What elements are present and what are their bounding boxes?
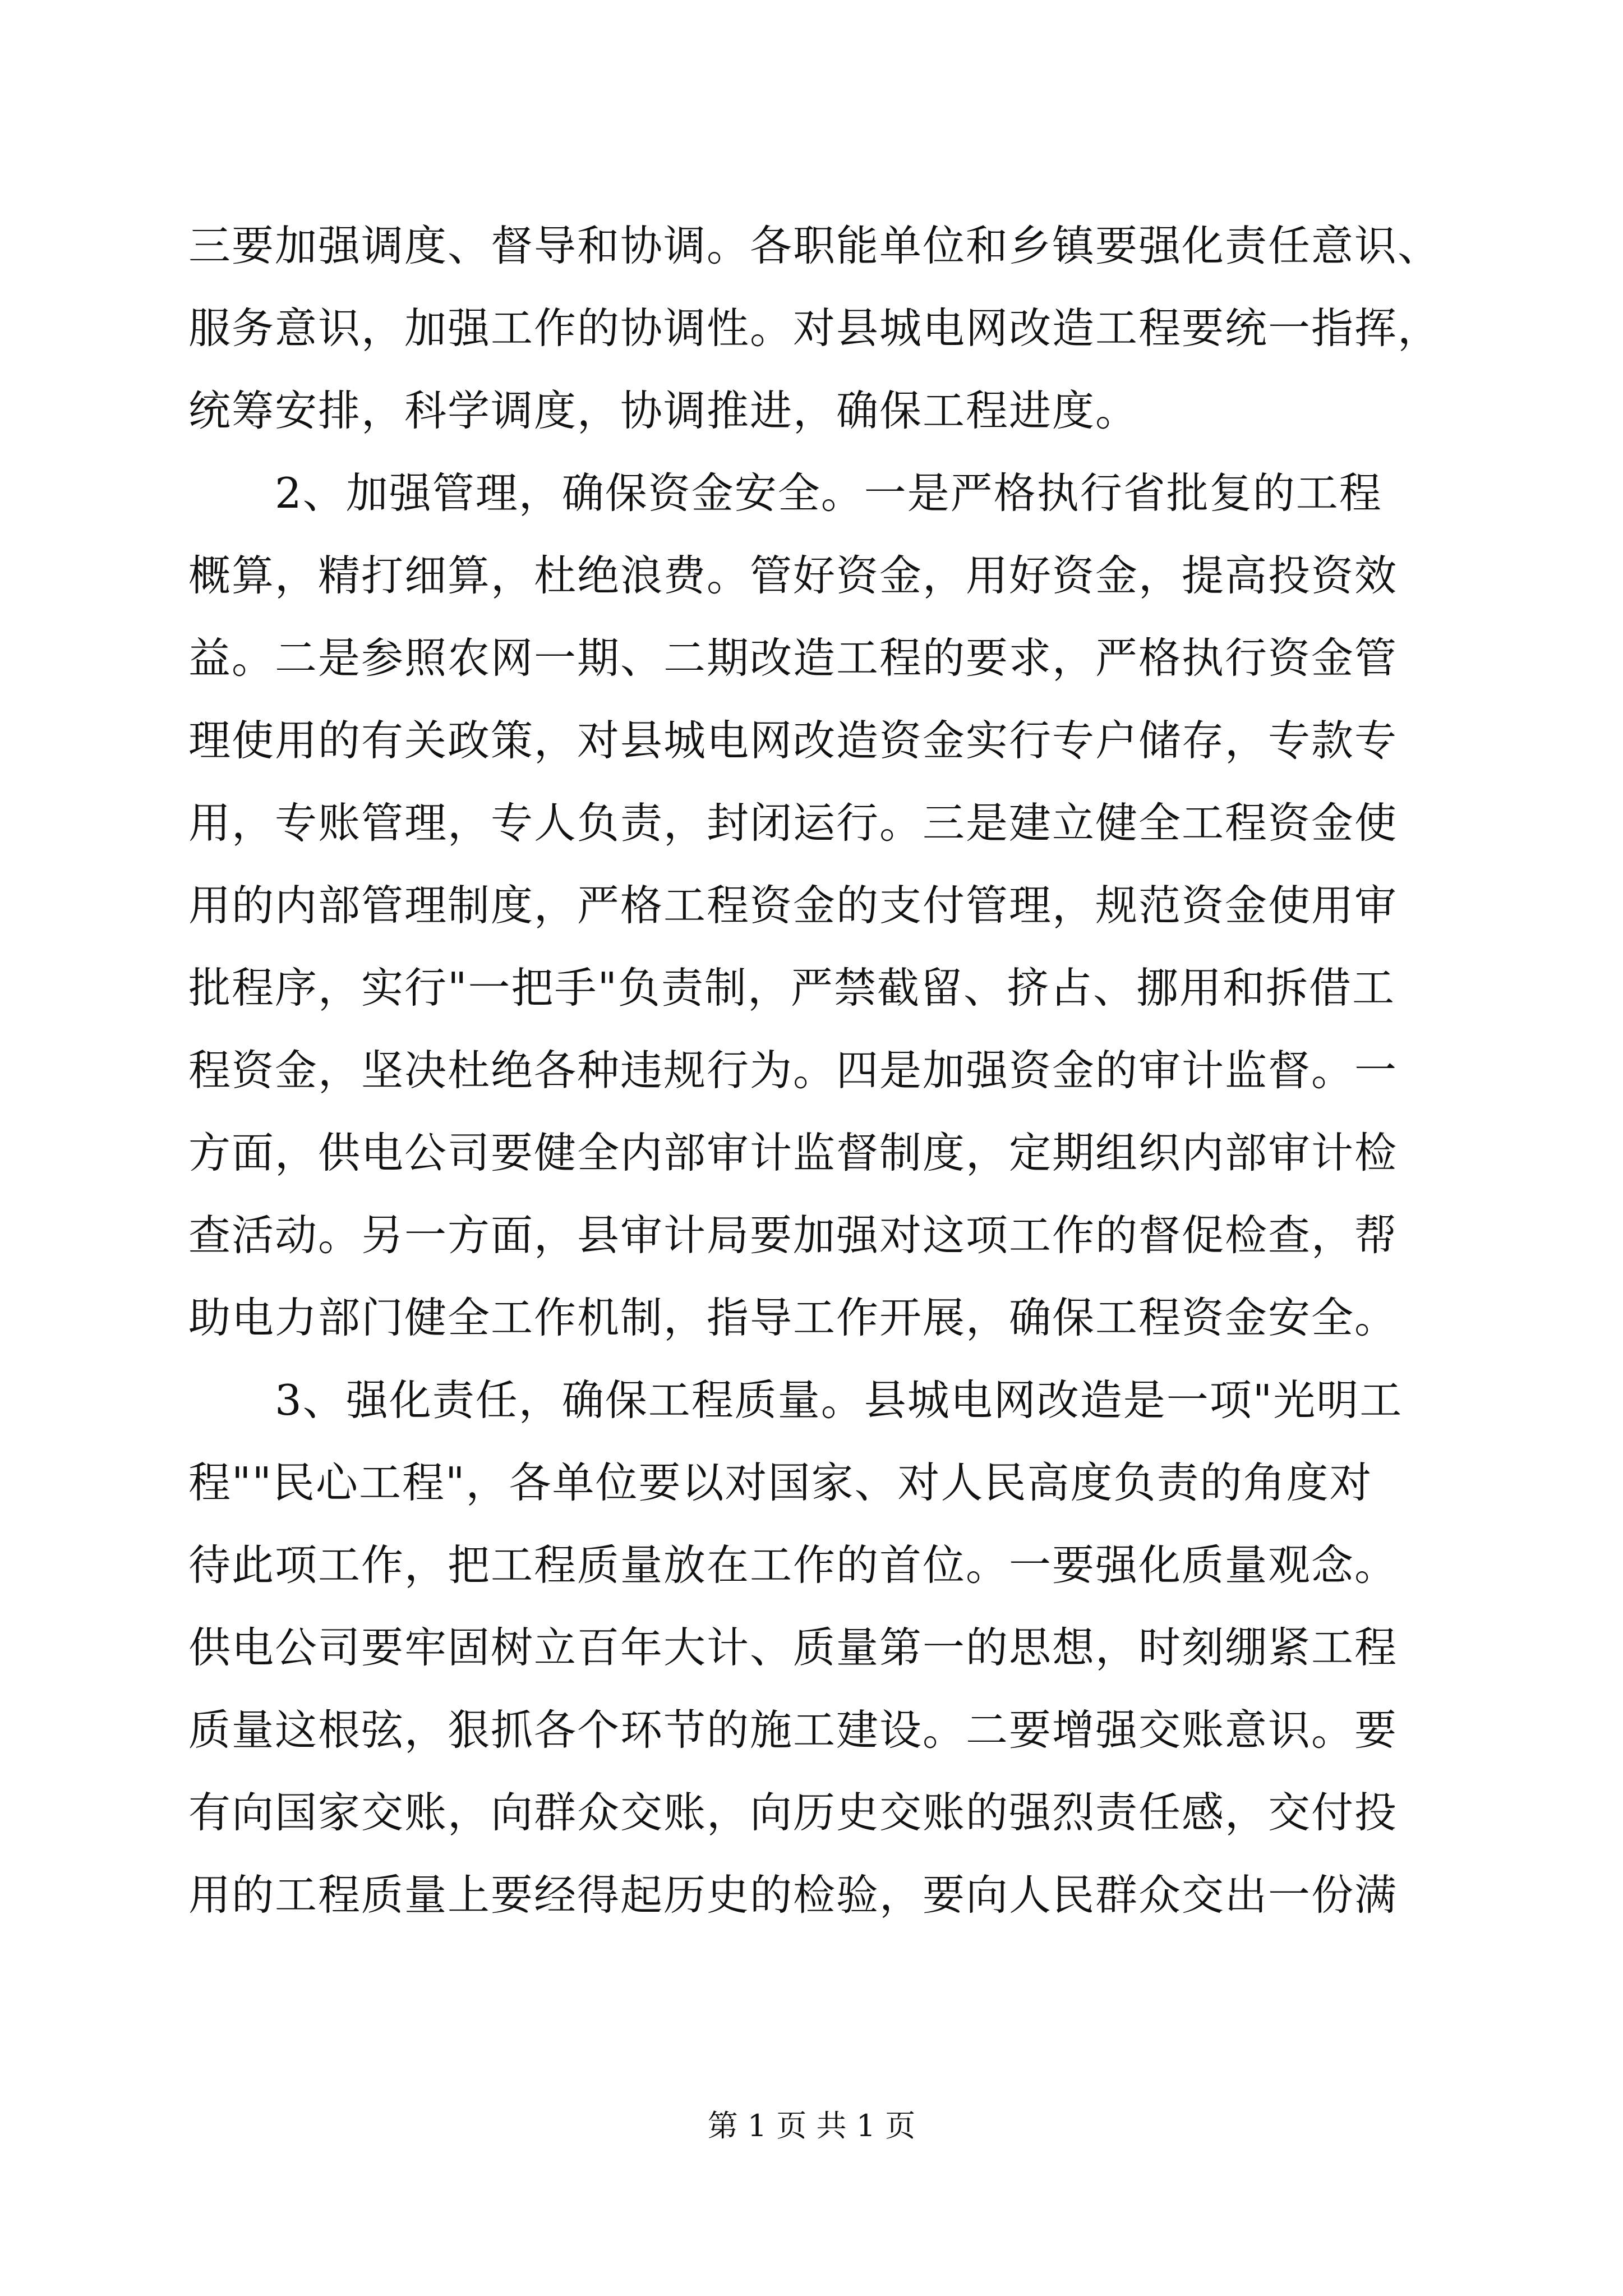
text-line: 概算，精打细算，杜绝浪费。管好资金，用好资金，提高投资效 — [188, 551, 1398, 600]
text-line: 益。二是参照农网一期、二期改造工程的要求，严格执行资金管 — [188, 633, 1398, 683]
text-line: 服务意识，加强工作的协调性。对县城电网改造工程要统一指挥， — [188, 303, 1441, 353]
text-line: 待此项工作，把工程质量放在工作的首位。一要强化质量观念。 — [188, 1540, 1398, 1590]
text-line: 有向国家交账，向群众交账，向历史交账的强烈责任感，交付投 — [188, 1788, 1398, 1837]
text-line: 查活动。另一方面，县审计局要加强对这项工作的督促检查，帮 — [188, 1211, 1398, 1260]
text-line: 用的工程质量上要经得起历史的检验，要向人民群众交出一份满 — [188, 1870, 1398, 1920]
text-line: 供电公司要牢固树立百年大计、质量第一的思想，时刻绷紧工程 — [188, 1623, 1398, 1672]
text-line: 方面，供电公司要健全内部审计监督制度，定期组织内部审计检 — [188, 1128, 1398, 1177]
text-line: 程""民心工程"，各单位要以对国家、对人民高度负责的角度对 — [188, 1458, 1373, 1507]
text-line: 统筹安排，科学调度，协调推进，确保工程进度。 — [188, 386, 1139, 435]
text-line: 助电力部门健全工作机制，指导工作开展，确保工程资金安全。 — [188, 1293, 1398, 1342]
text-line: 理使用的有关政策，对县城电网改造资金实行专户储存，专款专 — [188, 716, 1398, 765]
text-line: 三要加强调度、督导和协调。各职能单位和乡镇要强化责任意识、 — [188, 221, 1441, 270]
text-line: 程资金，坚决杜绝各种违规行为。四是加强资金的审计监督。一 — [188, 1046, 1398, 1095]
text-line: 3、强化责任，确保工程质量。县城电网改造是一项"光明工 — [188, 1375, 1403, 1425]
text-line: 批程序，实行"一把手"负责制，严禁截留、挤占、挪用和拆借工 — [188, 963, 1395, 1013]
text-line: 用，专账管理，专人负责，封闭运行。三是建立健全工程资金使 — [188, 798, 1398, 848]
body-text — [188, 205, 1439, 1936]
text-line: 2、加强管理，确保资金安全。一是严格执行省批复的工程 — [188, 468, 1382, 518]
text-line: 用的内部管理制度，严格工程资金的支付管理，规范资金使用审 — [188, 881, 1398, 930]
page-number-footer: 第 1 页 共 1 页 — [707, 2108, 916, 2143]
text-line: 质量这根弦，狠抓各个环节的施工建设。二要增强交账意识。要 — [188, 1705, 1398, 1755]
